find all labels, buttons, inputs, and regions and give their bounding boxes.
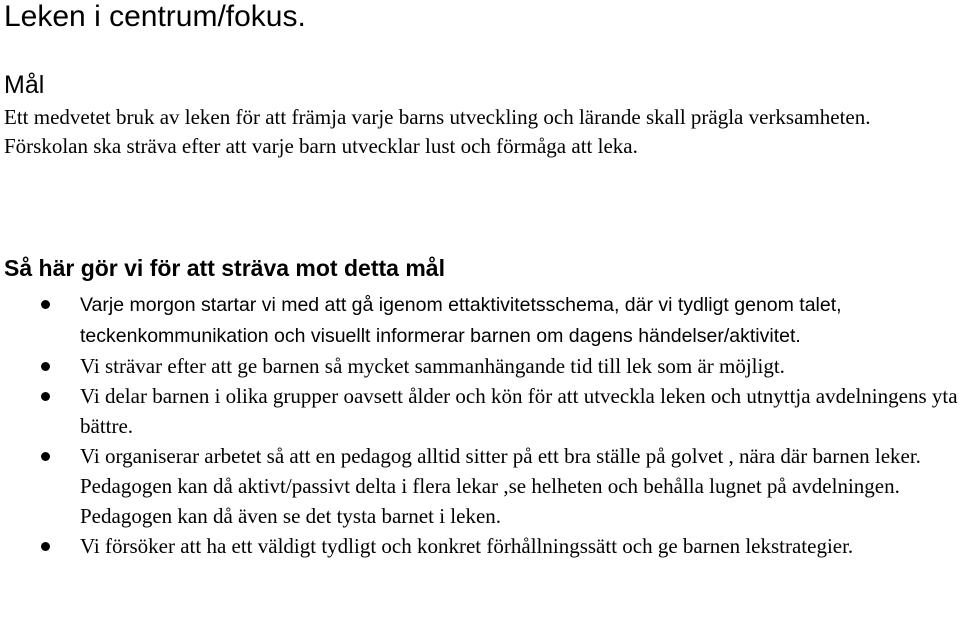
bullet-icon [41, 362, 50, 371]
actions-heading: Så här gör vi för att sträva mot detta mål [4, 255, 445, 281]
list-item [0, 289, 960, 351]
list-item [0, 441, 960, 531]
list-item [0, 381, 960, 441]
list-item-text: Varje morgon startar vi med att gå igenom ettaktivitetsschema, där vi tydligt genom talet, teckenkommunikation och visuellt informerar barnen om dagens händelser/aktivitet. [80, 294, 842, 347]
actions-list [0, 289, 960, 561]
list-item-text: Vi försöker att ha ett väldigt tydligt och konkret förhållningssätt och ge barnen lekstrategier. [80, 534, 854, 558]
bullet-icon [41, 542, 50, 551]
goal-heading: Mål [4, 71, 45, 99]
bullet-icon [41, 392, 50, 401]
goal-text [4, 103, 934, 161]
list-item-text: Vi delar barnen i olika grupper oavsett ålder och kön för att utveckla leken och utnyttja avdelningens yta bättre. [80, 384, 958, 438]
goal-line: Förskolan ska sträva efter att varje barn utvecklar lust och förmåga att leka. [4, 134, 638, 158]
bullet-icon [41, 300, 50, 309]
bullet-icon [41, 452, 50, 461]
list-item [0, 351, 960, 381]
list-item-text: Vi organiserar arbetet så att en pedagog alltid sitter på ett bra ställe på golvet , nära där barnen leker. Pedagogen kan då aktivt/passivt delta i flera lekar ,se helheten och behålla lugnet på avdelningen. Pedagogen kan då även se det tysta barnet i leken. [80, 444, 921, 528]
list-item [0, 531, 960, 561]
goal-line: Ett medvetet bruk av leken för att främja varje barns utveckling och lärande skall prägla verksamheten. [4, 105, 871, 129]
list-item-text: Vi strävar efter att ge barnen så mycket sammanhängande tid till lek som är möjligt. [80, 354, 785, 378]
document-title: Leken i centrum/fokus. [4, 0, 306, 33]
